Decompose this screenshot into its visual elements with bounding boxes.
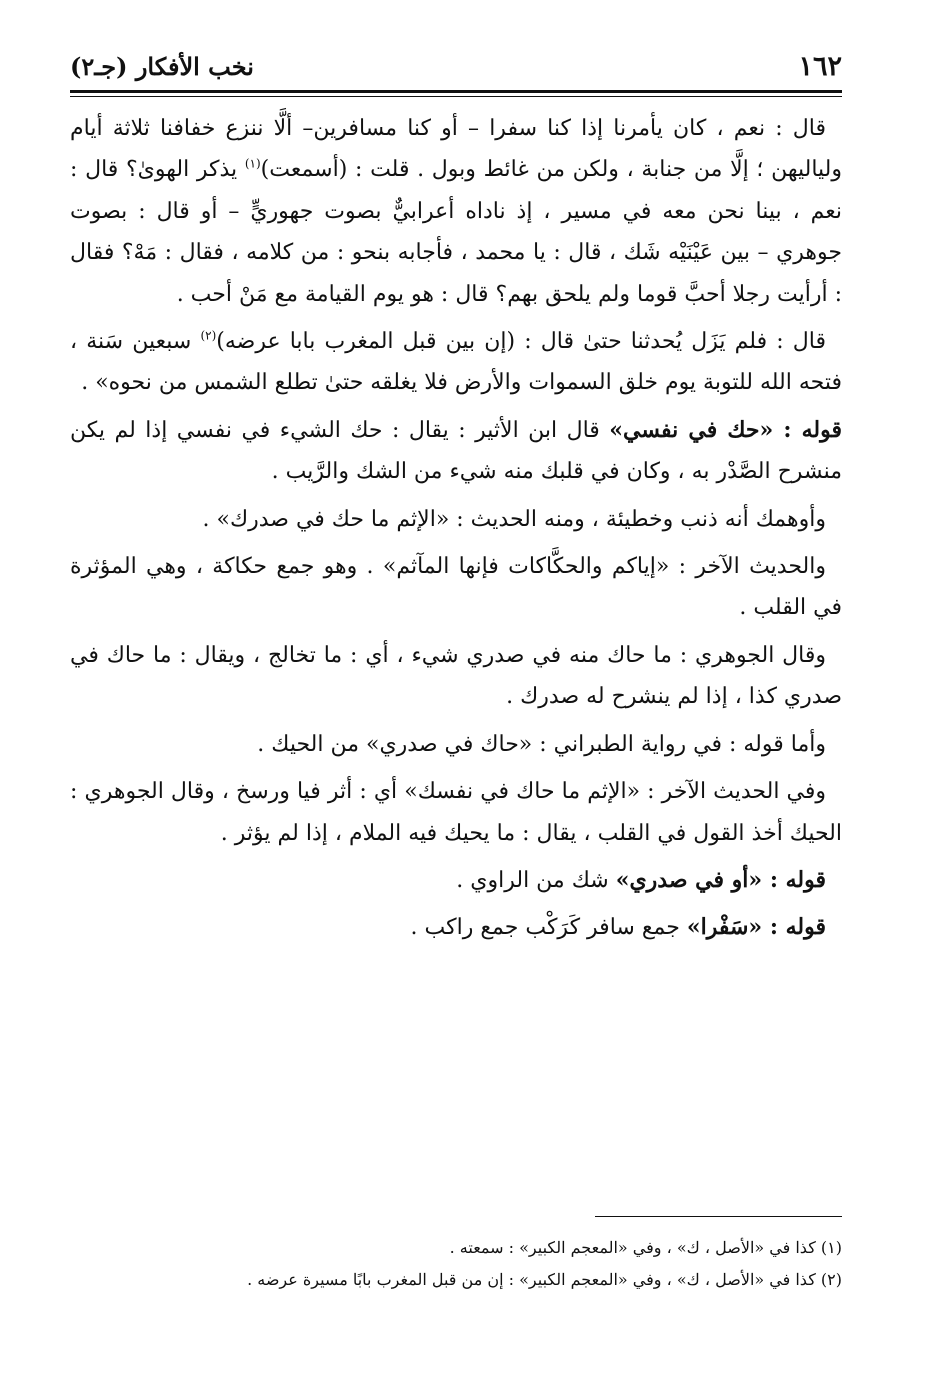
- header-rule-thick: [70, 90, 842, 93]
- paragraph-text: شك من الراوي .: [456, 867, 616, 893]
- paragraph-text-cont: سبعين سَنة ، فتحه الله للتوبة يوم خلق السموات والأرض فلا يغلقه حتىٰ تطلع الشمس من نحوه» .: [70, 329, 842, 396]
- main-text: [70, 108, 842, 955]
- paragraph-3: [70, 410, 842, 493]
- paragraph-text: وفي الحديث الآخر : «الإثم ما حاك في نفسك» أي : أثر فيا ورسخ ، وقال الجوهري : الحيك أخذ القول في القلب ، يقال : ما يحيك فيه الملام ، إذا لم يؤثر .: [70, 779, 842, 846]
- paragraph-text: وقال الجوهري : ما حاك منه في صدري شيء ، أي : ما تخالج ، ويقال : ما حاك في صدري كذا ، إذا لم ينشرح له صدرك .: [70, 642, 842, 710]
- paragraph-4: [70, 499, 842, 540]
- paragraph-6: [70, 635, 842, 718]
- paragraph-5: [70, 546, 842, 629]
- header-rule-thin: [70, 96, 842, 97]
- paragraph-text-cont: يذكر الهوىٰ؟ قال : نعم ، بينا نحن معه في مسير ، إذ ناداه أعرابيٌّ بصوت جهوريٍّ – أو قال : بصوت جوهري – بين عَيْنَيْه شَك ، قال : يا محمد ، فأجابه بنحو : من كلامه ، فقال : مَهْ؟ فقال : أرأيت رجلا أحبَّ قوما ولم يلحق بهم؟ قال : هو يوم القيامة مع مَنْ أحب .: [70, 157, 842, 307]
- footnote-ref-1: (١): [244, 157, 261, 172]
- paragraph-7: [70, 724, 842, 765]
- paragraph-text: جمع سافر كَرَكْب جمع راكب .: [410, 915, 687, 941]
- paragraph-text: وأوهمك أنه ذنب وخطيئة ، ومنه الحديث : «الإثم ما حك في صدرك» .: [202, 506, 826, 532]
- page-header: [70, 48, 842, 84]
- paragraph-2: [70, 321, 842, 404]
- paragraph-text: قال ابن الأثير : يقال : حك الشيء في نفسي إذا لم يكن منشرح الصَّدْر به ، وكان في قلبك منه شيء من الشك والرَّيب .: [70, 417, 842, 485]
- paragraph-text: قال : نعم ، كان يأمرنا إذا كنا سفرا – أو كنا مسافرين– ألَّا ننزع خفافنا ثلاثة أيام ولياليهن ؛ إلَّا من جنابة ، ولكن من غائط وبول . قلت : (أسمعت): [70, 116, 842, 183]
- footnote-1: (١) كذا في «الأصل ، ك» ، وفي «المعجم الكبير» : سمعته .: [449, 1238, 842, 1257]
- footnote-2: (٢) كذا في «الأصل ، ك» ، وفي «المعجم الكبير» : إن من قبل المغرب بابًا مسيرة عرضه .: [247, 1270, 842, 1289]
- commentary-lead: قوله : «أو في صدري»: [615, 866, 826, 893]
- page-number: ١٦٢: [798, 50, 842, 82]
- running-title: نخب الأفكار (جـ٢): [70, 51, 254, 81]
- commentary-lead: قوله : «حك في نفسي»: [609, 416, 842, 443]
- paragraph-text: والحديث الآخر : «إياكم والحكَّاكات فإنها المآثم» . وهو جمع حكاكة ، وهي المؤثرة في القلب .: [70, 554, 842, 621]
- footnote-ref-2: (٢): [200, 328, 217, 343]
- paragraph-text: وأما قوله : في رواية الطبراني : «حاك في صدري» من الحيك .: [257, 731, 826, 757]
- paragraph-8: [70, 771, 842, 854]
- footnotes: [70, 1232, 842, 1296]
- commentary-lead: قوله : «سَفْرا»: [686, 914, 826, 941]
- paragraph-text: قال : فلم يَزَل يُحدثنا حتىٰ قال : (إن بين قبل المغرب بابا عرضه): [216, 329, 826, 355]
- paragraph-9: [70, 860, 842, 901]
- paragraph-1: [70, 108, 842, 315]
- paragraph-10: [70, 907, 842, 948]
- footnote-separator: [595, 1216, 842, 1217]
